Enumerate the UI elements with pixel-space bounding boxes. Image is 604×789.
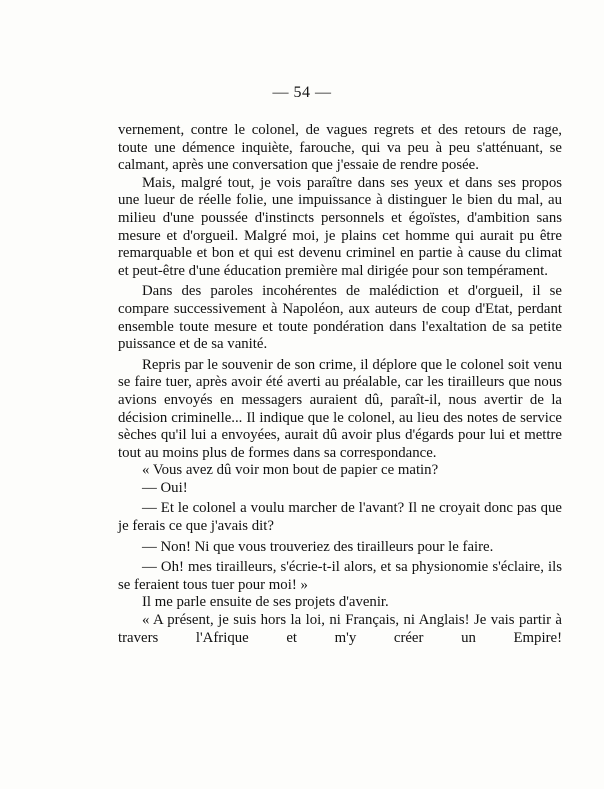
dialogue-line: « A présent, je suis hors la loi, ni Français, ni Anglais! Je vais partir à travers l'Afrique et m'y créer un Empire! [118, 612, 562, 646]
paragraph: Repris par le souvenir de son crime, il déplore que le colonel soit venu se faire tuer, après avoir été averti au préalable, car les tirailleurs que nous avions envoyés en messagers auraient dû, paraît-il, nous avertir de la décision criminelle... Il indique que le colonel, au lieu des notes de service sèches qu'il lui a envoyées, aurait dû avoir plus d'égards pour lui et mettre tout au moins plus de formes dans sa correspondance. [118, 356, 562, 461]
dialogue-line: — Oh! mes tirailleurs, s'écrie-t-il alors, et sa physionomie s'éclaire, ils se feraient tous tuer pour moi! » [118, 559, 562, 593]
dialogue-line: — Oui! [142, 479, 188, 496]
dialogue-line: — Non! Ni que vous trouveriez des tirailleurs pour le faire. [142, 538, 494, 555]
dialogue-line: — Et le colonel a voulu marcher de l'avant? Il ne croyait donc pas que je ferais ce que j'avais dit? [118, 500, 562, 535]
paragraph: Mais, malgré tout, je vois paraître dans ses yeux et dans ses propos une lueur de réelle folie, une impuissance à distinguer le bien du mal, au milieu d'une poussée d'instincts personnels et égoïstes, d'ambition sans mesure et d'orgueil. Malgré moi, je plains cet homme qui aurait pu être remarquable et bon et qui est devenu criminel en partie à cause du climat et peut-être d'une éducation première mal dirigée pour son tempérament. [118, 174, 562, 279]
text-body [118, 122, 562, 647]
paragraph-continuation: vernement, contre le colonel, de vagues regrets et des retours de rage, toute une démence inquiète, farouche, qui va peu à peu s'atténuant, se calmant, après une conversation que j'essaie de rendre posée. [118, 122, 562, 174]
dialogue-line: « Vous avez dû voir mon bout de papier ce matin? [142, 462, 439, 479]
paragraph: Dans des paroles incohérentes de malédiction et d'orgueil, il se compare successivement à Napoléon, aux auteurs de coup d'Etat, perdant ensemble toute mesure et toute pondération dans l'exaltation de sa petite puissance et de sa vanité. [118, 283, 562, 353]
paragraph: Il me parle ensuite de ses projets d'avenir. [142, 594, 389, 611]
page-number: — 54 — [272, 84, 332, 101]
